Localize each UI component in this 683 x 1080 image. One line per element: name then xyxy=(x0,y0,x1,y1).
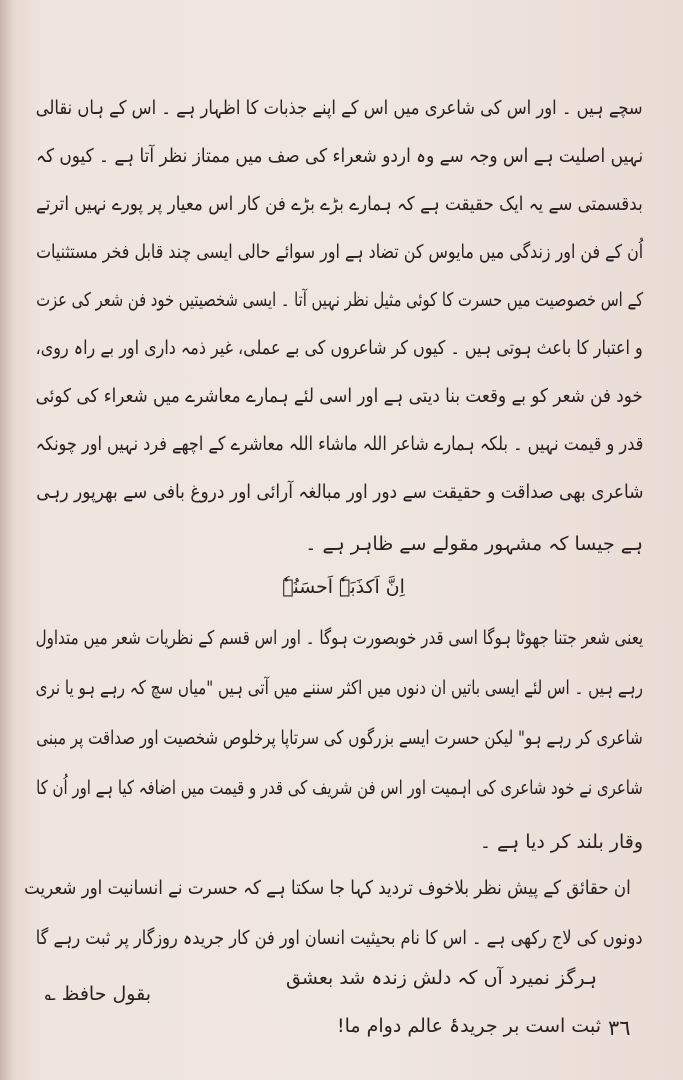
paragraph-1-line-6: و اعتبار کا باعث ہوتی ہیں ۔ کیوں کر شاعروں کی بے عملی، غیر ذمہ داری اور بے راہ روی، xyxy=(35,337,643,359)
paragraph-3-line-2: دونوں کی لاج رکھی ہے ۔ اس کا نام بحیثیت انسان اور فن کار جریدہ روزگار پر ثبت رہے گا xyxy=(36,927,643,949)
paragraph-1-line-8: قدر و قیمت نہیں ۔ بلکہ ہمارے شاعر اللہ ماشاء اللہ معاشرے کے اچھے فرد نہیں اور چونکہ xyxy=(35,433,643,455)
paragraph-1-line-7: خود فن شعر کو بے وقعت بنا دیتی ہے اور اسی لئے ہمارے معاشرے میں شعراء کی کوئی xyxy=(35,385,643,407)
paragraph-2-line-1: یعنی شعر جتنا جھوٹا ہوگا اسی قدر خوبصورت ہوگا ۔ اور اس قسم کے نظریات شعر میں متداول xyxy=(35,627,643,649)
paragraph-1-line-4: اُن کے فن اور زندگی میں مایوس کن تضاد ہے اور سوائے حالی ایسی چند قابل فخر مستثنیات xyxy=(35,241,643,263)
arabic-quote: اِنَّ اَکذَبَہٗ اَحسَنُہٗ xyxy=(282,576,405,598)
paragraph-1-line-9: شاعری بھی صداقت و حقیقت سے دور اور مبالغہ آرائی اور دروغ بافی سے بھرپور رہی xyxy=(35,481,643,503)
paragraph-2-line-2: رہے ہیں ۔ اس لئے ایسی باتیں ان دنوں میں اکثر سننے میں آتی ہیں "میاں سچ کہ رہے ہو یا نری xyxy=(35,677,643,699)
page-number: ٣٦ xyxy=(608,1016,631,1040)
verse-line-2: ثبت است بر جریدۂ عالم دوام ما! xyxy=(337,1015,601,1037)
paragraph-1-line-2: نہیں اصلیت ہے اس وجہ سے وہ اردو شعراء کی صف میں ممتاز نظر آتا ہے ۔ کیوں کہ xyxy=(35,145,643,167)
paragraph-2-line-3: شاعری کر رہے ہو" لیکن حسرت ایسے بزرگوں کی سرتاپا پرخلوص شخصیت اور صداقت پر مبنی xyxy=(36,727,643,749)
paragraph-2-line-5: وقار بلند کر دیا ہے ۔ xyxy=(479,831,643,853)
page-edge-shadow xyxy=(0,0,14,1080)
verse-line-1: ہرگز نمیرد آں کہ دلش زندہ شد بعشق xyxy=(286,967,597,989)
paragraph-2-line-4: شاعری نے خود شاعری کی اہمیت اور اس فن شریف کی قدر و قیمت میں اضافہ کیا ہے اور اُن کا xyxy=(36,777,643,799)
paragraph-1-line-3: بدقسمتی سے یہ ایک حقیقت ہے کہ ہمارے بڑے بڑے فن کار اس معیار پر پورے نہیں اترتے xyxy=(36,193,643,215)
paragraph-1-line-1: سچے ہیں ۔ اور اس کی شاعری میں اس کے اپنے جذبات کا اظہار ہے ۔ اس کے ہاں نقالی xyxy=(36,97,643,119)
attribution: بقول حافظ ؎ xyxy=(44,983,151,1005)
paragraph-1-line-5: کے اس خصوصیت میں حسرت کا کوئی مثیل نظر نہیں آتا ۔ ایسی شخصیتیں خود فن شعر کی عزت xyxy=(36,289,643,311)
paragraph-1-line-10: ہے جیسا کہ مشہور مقولے سے ظاہر ہے ۔ xyxy=(305,533,643,555)
paragraph-3-line-1: ان حقائق کے پیش نظر بلاخوف تردید کہا جا سکتا ہے کہ حسرت نے انسانیت اور شعریت xyxy=(24,877,631,899)
